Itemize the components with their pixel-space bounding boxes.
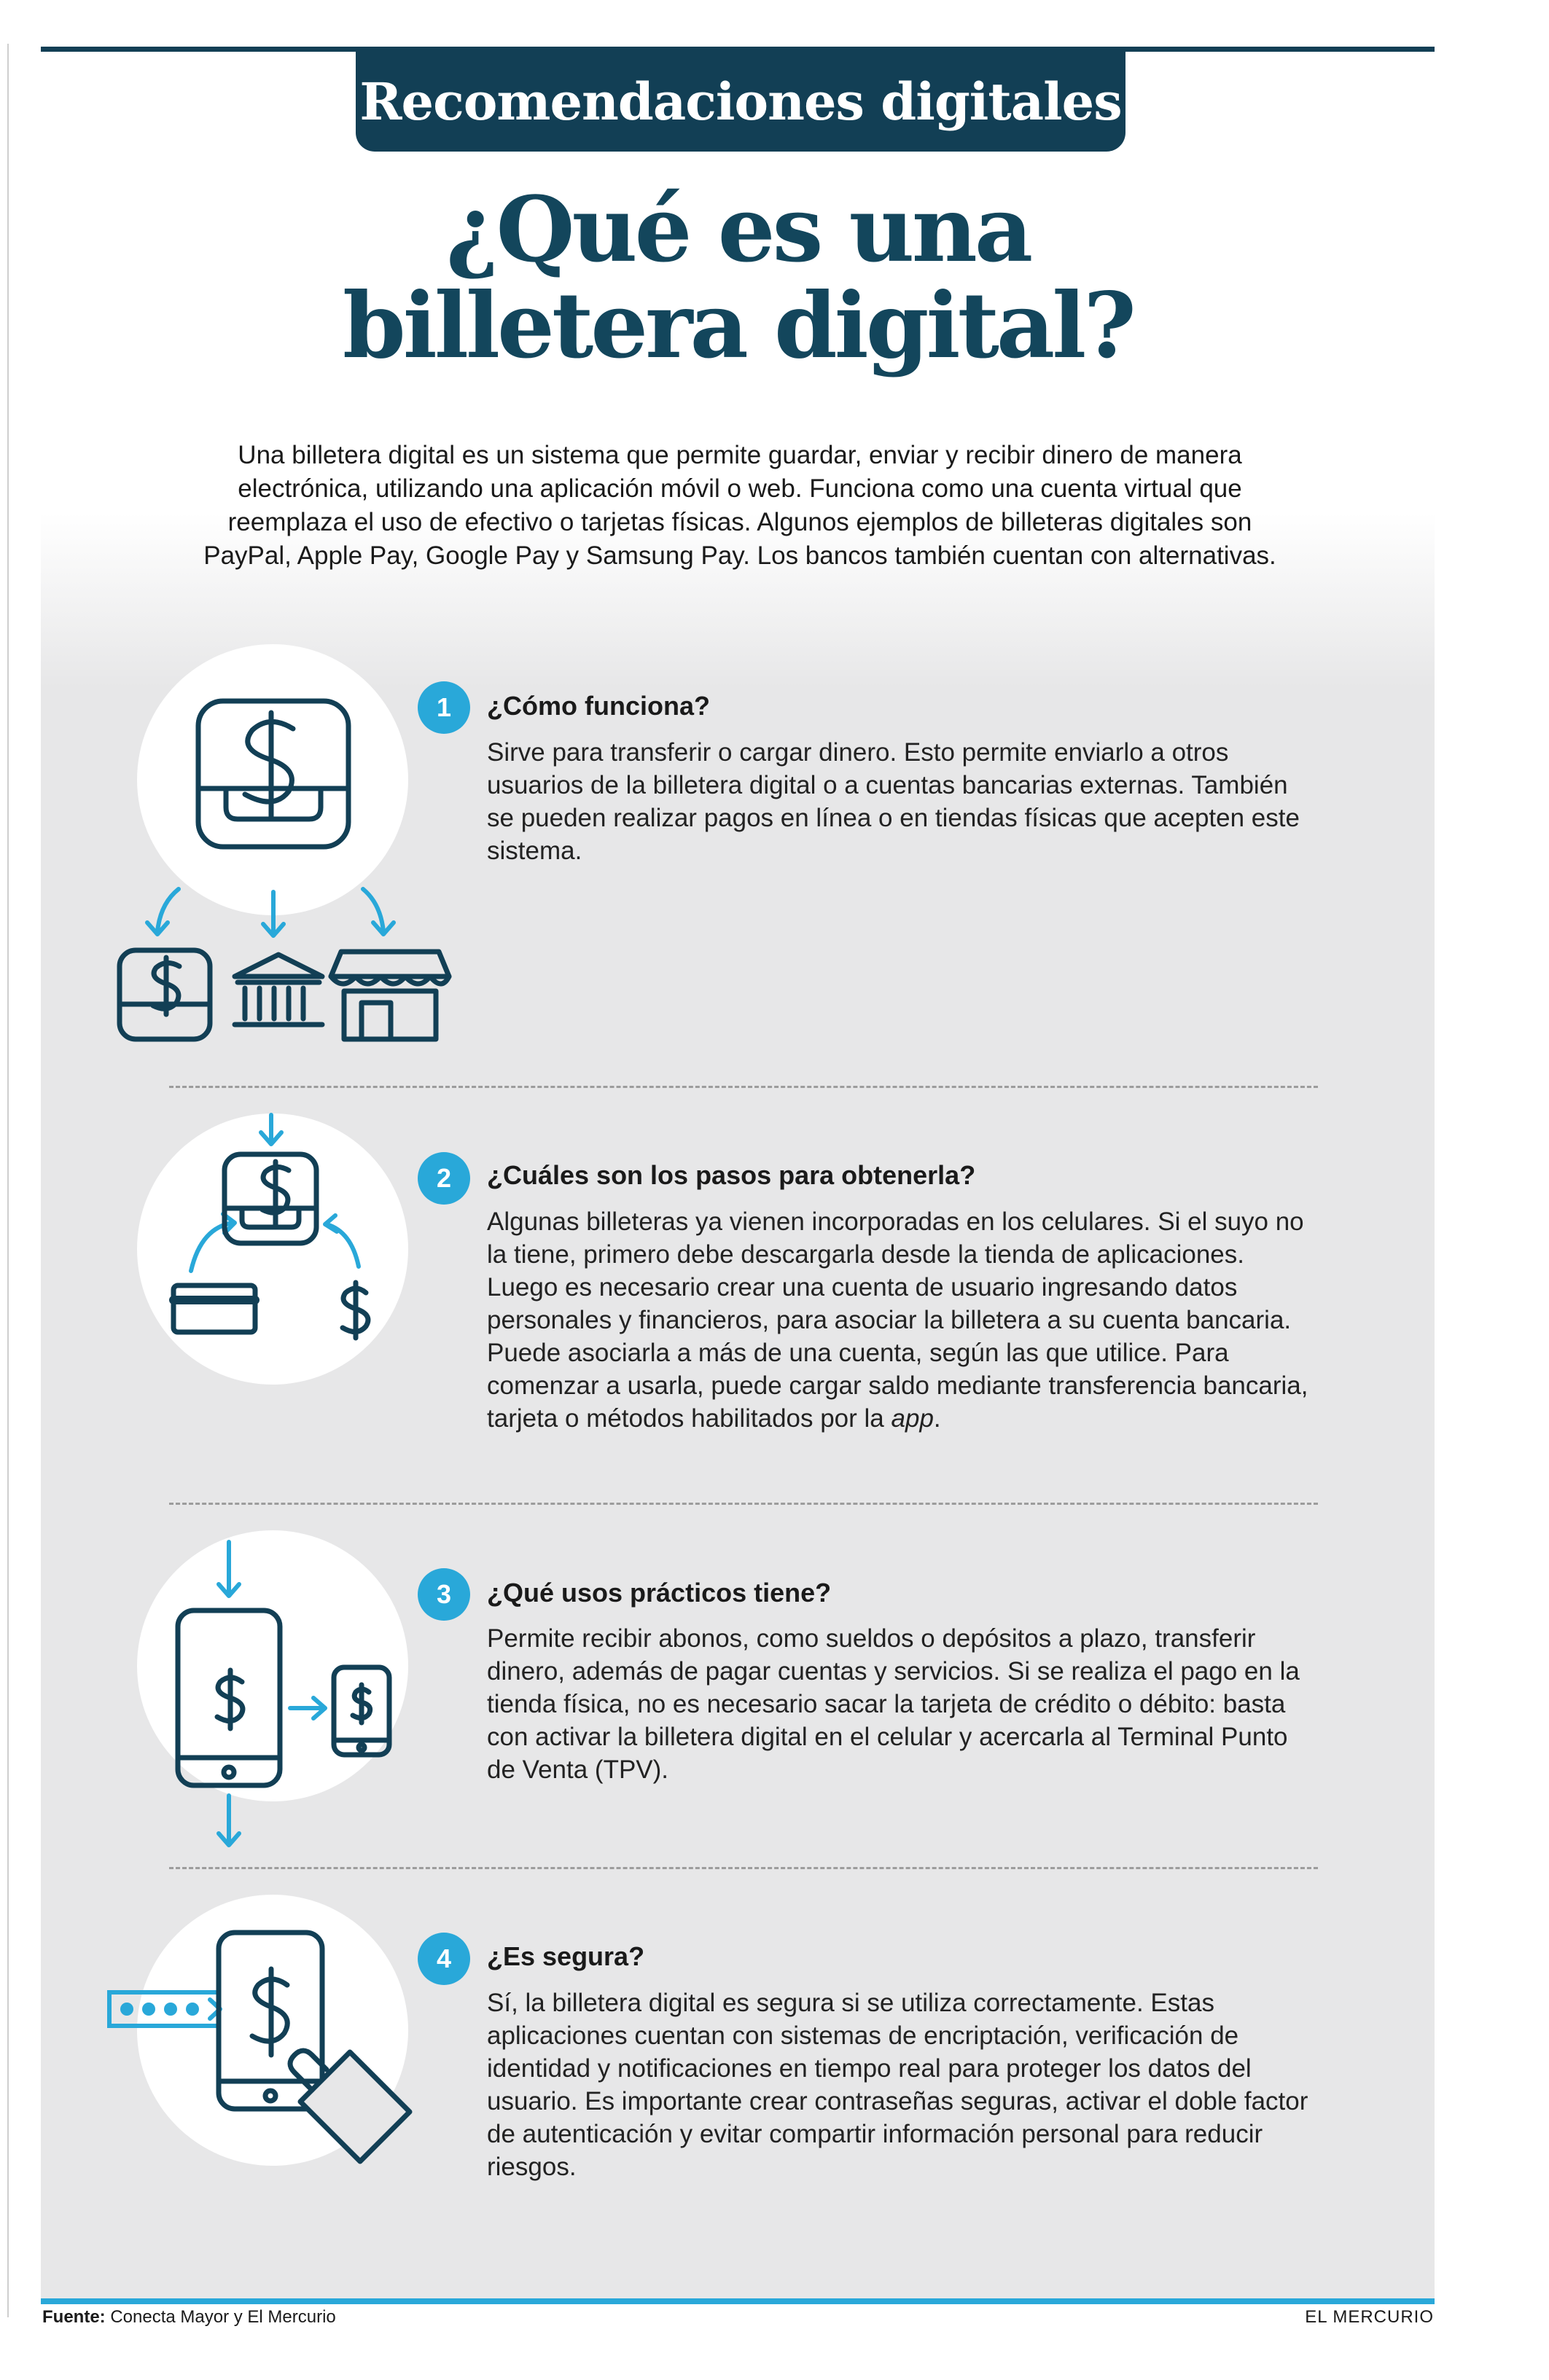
small-smartphone-icon — [334, 1667, 389, 1755]
section-3-body: Permite recibir abonos, como sueldos o depósitos a plazo, transferir dinero, además de pagar cuentas y servicios. Si se realiza el pago en la tienda física, no es necesario sacar la tarjeta de crédito o débito: basta con activar la billetera digital en el celular y acercarla al Terminal Punto de Venta (TPV). — [487, 1624, 1300, 1784]
section-4-title: ¿Es segura? — [487, 1941, 645, 1971]
footer-brand: EL MERCURIO — [1305, 2307, 1434, 2327]
header-banner: Recomendaciones digitales — [356, 51, 1125, 152]
section-divider-3 — [169, 1867, 1318, 1869]
section-4-number-badge: 4 — [418, 1933, 470, 1985]
arrow-icons — [147, 889, 394, 936]
section-4-body: Sí, la billetera digital es segura si se utiliza correctamente. Estas aplicaciones cuentan con sistemas de encriptación, verificación de identidad y notificaciones en tiempo real para proteger los datos del usuario. Es importante crear contraseñas seguras, activar el doble factor de autenticación y evitar compartir información personal para reducir riesgos. — [487, 1989, 1308, 2181]
section-1-title: ¿Cómo funciona? — [487, 691, 710, 721]
section-1-number-badge: 1 — [418, 681, 470, 734]
credit-card-icon — [173, 1285, 255, 1332]
section-2-body-app: app — [891, 1404, 934, 1433]
section-2-number-badge: 2 — [418, 1152, 470, 1205]
section-3-illustration — [168, 1539, 408, 1860]
page-title-line-2: billetera digital? — [343, 273, 1134, 379]
dollar-icon — [343, 1283, 368, 1338]
section-3-number-badge: 3 — [418, 1568, 470, 1621]
panel-bottom-rule — [41, 2298, 1435, 2304]
section-2-body-end: . — [933, 1404, 941, 1433]
section-divider-2 — [169, 1503, 1318, 1505]
section-2-body-text: Algunas billeteras ya vienen incorporadas en los celulares. Si el suyo no la tiene, primero debe descargarla desde la tienda de aplicaciones. Luego es necesario crear una cuenta de usuario ingresando datos personales y financieros, para asociar la billetera a su cuenta bancaria. Puede asociarla a más de una cuenta, según las que utilice. Para comenzar a usarla, puede cargar saldo mediante transferencia bancaria, tarjeta o métodos habilitados por la — [487, 1207, 1308, 1433]
section-2-title: ¿Cuáles son los pasos para obtenerla? — [487, 1160, 976, 1190]
section-3-title: ¿Qué usos prácticos tiene? — [487, 1578, 832, 1608]
footer-source-label: Fuente: — [42, 2307, 106, 2327]
page-title-line-1: ¿Qué es una — [445, 177, 1031, 283]
section-1-illustration — [109, 685, 459, 1049]
footer-source — [42, 2307, 336, 2328]
section-4-illustration — [104, 1927, 424, 2175]
footer-source-text: Conecta Mayor y El Mercurio — [110, 2307, 336, 2327]
left-rule — [7, 44, 9, 2317]
wallet-icon — [198, 701, 348, 847]
smartphone-icon — [178, 1610, 280, 1785]
wallet-icon — [225, 1154, 316, 1243]
arrow-icons — [219, 1542, 325, 1845]
bank-icon — [235, 955, 322, 1025]
padlock-icon — [290, 2051, 410, 2161]
section-divider-1 — [169, 1086, 1318, 1088]
section-1-body: Sirve para transferir o cargar dinero. Esto permite enviarlo a otros usuarios de la billetera digital o a cuentas bancarias externas. También se pueden realizar pagos en línea o en tiendas físicas que acepten este sistema. — [487, 738, 1300, 865]
password-field-icon — [109, 1992, 220, 2026]
intro-paragraph: Una billetera digital es un sistema que permite guardar, enviar y recibir dinero de manera electrónica, utilizando una aplicación móvil o web. Funciona como una cuenta virtual que reemplaza el uso de efectivo o tarjetas físicas. Algunos ejemplos de billeteras digitales son PayPal, Apple Pay, Google Pay y Samsung Pay. Los bancos también cuentan con alternativas. — [203, 441, 1276, 570]
small-wallet-icon — [120, 950, 210, 1039]
section-2-body — [487, 1205, 1311, 1435]
store-icon — [331, 952, 449, 1039]
page-title — [146, 177, 1330, 379]
section-2-illustration — [160, 1111, 408, 1351]
